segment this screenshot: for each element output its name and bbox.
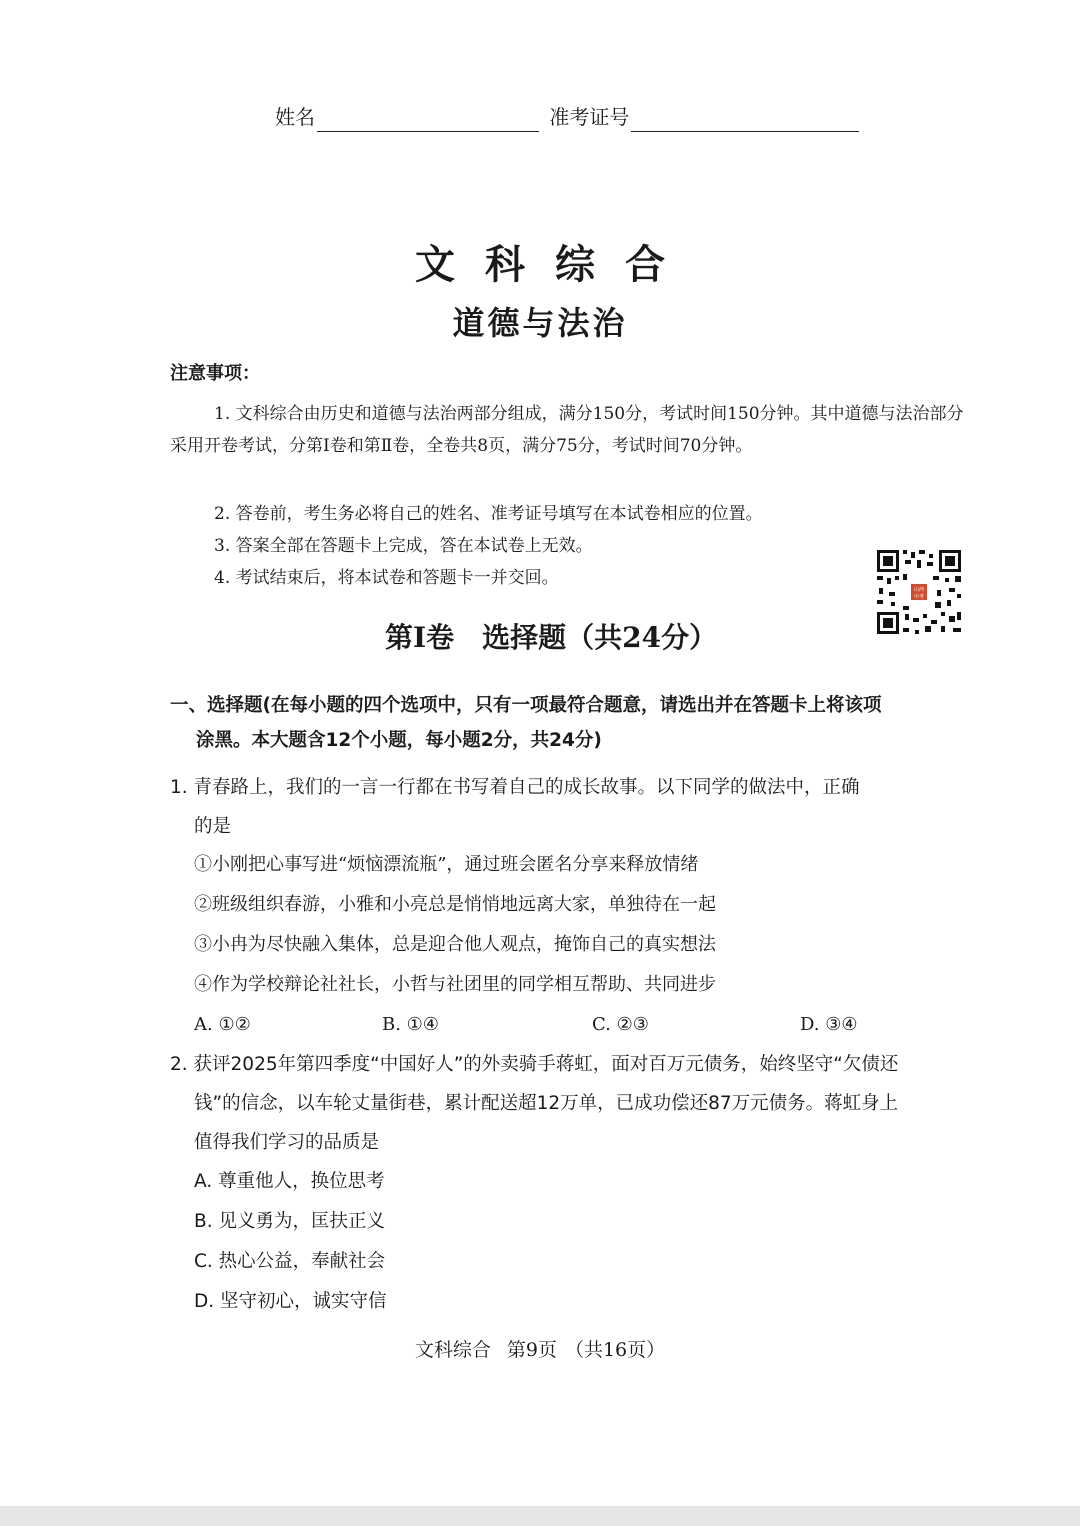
qr-code-icon — [875, 548, 963, 636]
question-1-statement-3: ③小冉为尽快融入集体，总是迎合他人观点，掩饰自己的真实想法 — [194, 934, 716, 955]
question-1-choice-d: D. ③④ — [800, 1014, 858, 1035]
exam-id-blank — [631, 109, 859, 132]
question-1-choice-a: A. ①② — [194, 1014, 251, 1035]
notice-item-1: 1. 文科综合由历史和道德与法治两部分组成，满分150分，考试时间150分钟。其中道德与法治部分采用开卷考试，分第Ⅰ卷和第Ⅱ卷，全卷共8页，满分75分，考试时间70分钟。 — [170, 404, 964, 456]
question-1-statement-4: ④作为学校辩论社社长，小哲与社团里的同学相互帮助、共同进步 — [194, 974, 716, 995]
notice-item-4: 4. 考试结束后，将本试卷和答题卡一并交回。 — [214, 568, 559, 588]
question-2-line-2: 钱”的信念，以车轮丈量街巷，累计配送超12万单，已成功偿还87万元债务。蒋虹身上 — [194, 1093, 899, 1114]
section-heading — [385, 620, 717, 656]
notice-item-2: 2. 答卷前，考生务必将自己的姓名、准考证号填写在本试卷相应的位置。 — [214, 504, 763, 524]
name-blank — [317, 109, 539, 132]
question-2-choice-a: A. 尊重他人，换位思考 — [194, 1171, 385, 1192]
section-part: 第Ⅰ卷 — [385, 621, 455, 654]
question-2-line-3: 值得我们学习的品质是 — [194, 1132, 380, 1153]
exam-subtitle: 道德与法治 — [452, 304, 628, 342]
section-title: 选择题（共24分） — [482, 621, 718, 654]
question-2-choice-c: C. 热心公益，奉献社会 — [194, 1251, 386, 1272]
exam-id-label: 准考证号 — [549, 105, 630, 129]
section-intro-line-2: 涂黑。本大题含12个小题，每小题2分，共24分) — [196, 730, 602, 751]
scan-edge — [0, 1506, 1080, 1526]
question-2-stem — [170, 1045, 970, 1162]
svg-text:中考: 中考 — [913, 594, 925, 600]
notice-item-3: 3. 答案全部在答题卡上完成，答在本试卷上无效。 — [214, 536, 593, 556]
question-1-choice-c: C. ②③ — [592, 1014, 649, 1035]
page-footer — [0, 1335, 1080, 1365]
question-2-choice-d: D. 坚守初心，诚实守信 — [194, 1291, 387, 1312]
notice-heading: 注意事项： — [170, 363, 260, 384]
question-2-choice-b: B. 见义勇为，匡扶正义 — [194, 1211, 385, 1232]
question-1-stem — [170, 768, 970, 846]
svg-text:山西: 山西 — [913, 587, 925, 593]
question-1-statement-1: ①小刚把心事写进“烦恼漂流瓶”，通过班会匿名分享来释放情绪 — [194, 854, 699, 875]
question-1-statement-2: ②班级组织春游，小雅和小亮总是悄悄地远离大家，单独待在一起 — [194, 894, 716, 915]
question-1-line-1: 1. 青春路上，我们的一言一行都在书写着自己的成长故事。以下同学的做法中，正确 — [170, 777, 860, 798]
footer-subject: 文科综合 — [414, 1339, 491, 1361]
question-1-line-2: 的是 — [194, 816, 232, 837]
question-2-line-1: 2. 获评2025年第四季度“中国好人”的外卖骑手蒋虹，面对百万元债务，始终坚守“欠债还 — [170, 1054, 899, 1075]
section-intro-line-1: 一、选择题(在每小题的四个选项中，只有一项最符合题意，请选出并在答题卡上将该项 — [170, 695, 882, 716]
exam-title: 文科综合 — [415, 242, 695, 288]
footer-page: 第9页 — [506, 1339, 557, 1361]
question-1-choice-b: B. ①④ — [382, 1014, 439, 1035]
footer-total: （共16页） — [564, 1339, 666, 1361]
name-label: 姓名 — [275, 105, 315, 129]
section-instructions — [170, 688, 970, 758]
candidate-info-row — [275, 102, 863, 132]
